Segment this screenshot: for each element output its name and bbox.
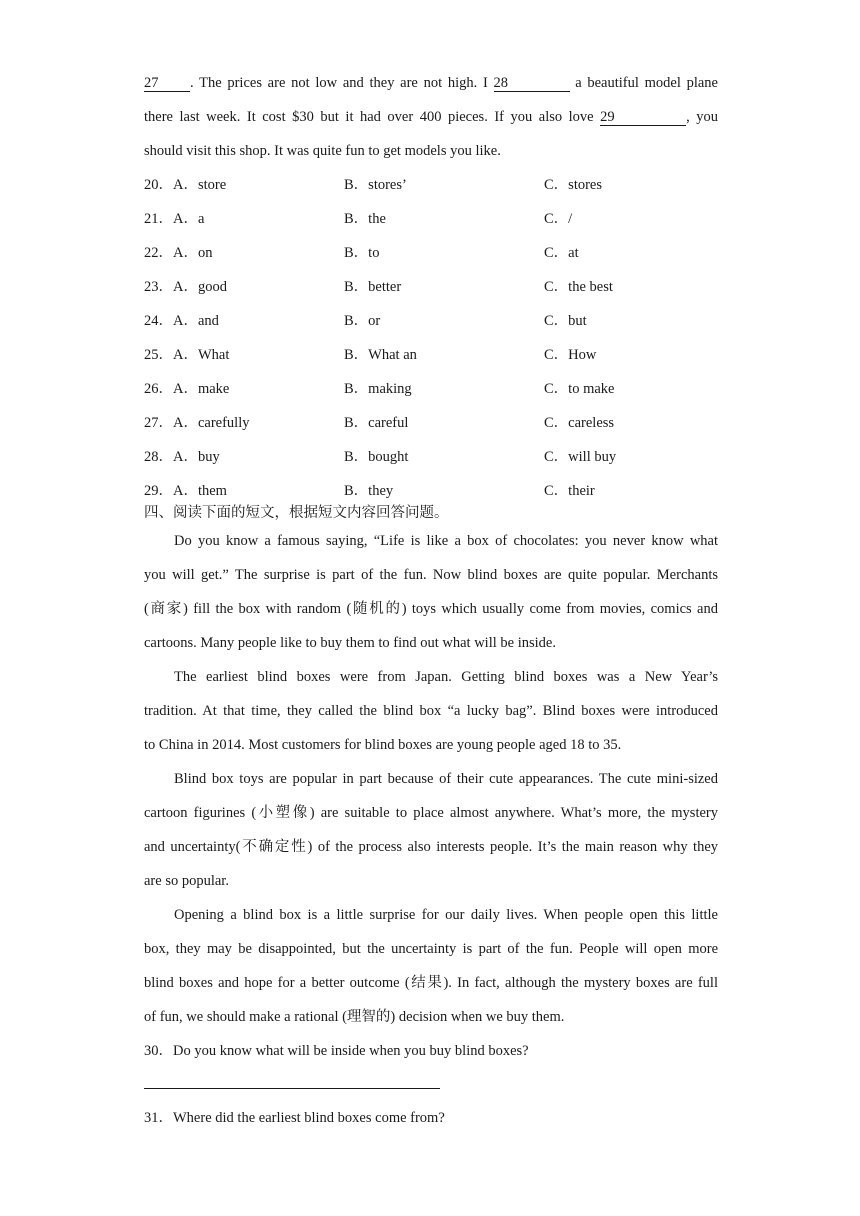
paragraph-line: Do you know a famous saying, “Life is like a box of chocolates: you never know what bbox=[174, 533, 718, 549]
question-number: 28． bbox=[144, 449, 173, 465]
paragraph-line: to China in 2014. Most customers for blind boxes are young people aged 18 to 35. bbox=[144, 737, 622, 753]
option-b: B．the bbox=[344, 211, 386, 227]
passage-text: a beautiful model plane bbox=[575, 75, 718, 91]
option-c: C．/ bbox=[544, 211, 573, 227]
option-b: B．making bbox=[344, 381, 412, 397]
option-c: C．will buy bbox=[544, 449, 617, 465]
question-number: 29． bbox=[144, 483, 173, 499]
option-a: A．store bbox=[173, 177, 227, 193]
option-c: C．but bbox=[544, 313, 587, 329]
option-c: C．careless bbox=[544, 415, 615, 431]
paragraph-line: tradition. At that time, they called the blind box “a lucky bag”. Blind boxes were introduced bbox=[144, 703, 718, 719]
option-a: A．carefully bbox=[173, 415, 250, 431]
option-row-27 bbox=[144, 406, 718, 440]
option-c: C．their bbox=[544, 483, 595, 499]
paragraph-line: are so popular. bbox=[144, 873, 229, 889]
reading-paragraph-1 bbox=[144, 524, 718, 660]
paragraph-line: and uncertainty(不确定性) of the process also interests people. It’s the main reason why they bbox=[144, 839, 718, 855]
option-b: B．better bbox=[344, 279, 402, 295]
option-a: A．and bbox=[173, 313, 219, 329]
option-row-20 bbox=[144, 168, 718, 202]
reading-paragraph-3 bbox=[144, 762, 718, 898]
paragraph-line: Opening a blind box is a little surprise for our daily lives. When people open this little bbox=[174, 907, 718, 923]
passage-text: . The prices are not low and they are not high. I bbox=[190, 75, 488, 91]
passage-line-1 bbox=[144, 66, 718, 100]
option-c: C．to make bbox=[544, 381, 615, 397]
section-heading: 四、阅读下面的短文，根据短文内容回答问题。 bbox=[144, 505, 449, 521]
paragraph-line: you will get.” The surprise is part of the fun. Now blind boxes are quite popular. Merchants bbox=[144, 567, 718, 583]
option-a: A．buy bbox=[173, 449, 220, 465]
paragraph-line: cartoon figurines (小塑像) are suitable to place almost anywhere. What’s more, the mystery bbox=[144, 805, 718, 821]
question-number: 27． bbox=[144, 415, 173, 431]
question-number: 26． bbox=[144, 381, 173, 397]
option-a: A．good bbox=[173, 279, 227, 295]
option-row-28 bbox=[144, 440, 718, 474]
paragraph-line: (商家) fill the box with random (随机的) toys which usually come from movies, comics and bbox=[144, 601, 718, 617]
blank-29: 29 bbox=[600, 109, 686, 126]
option-b: B．stores’ bbox=[344, 177, 407, 193]
option-b: B．What an bbox=[344, 347, 417, 363]
answer-line-30[interactable] bbox=[144, 1088, 440, 1089]
question-30: 30．Do you know what will be inside when you buy blind boxes? bbox=[144, 1043, 529, 1059]
option-row-23 bbox=[144, 270, 718, 304]
option-row-25 bbox=[144, 338, 718, 372]
passage-line-3: should visit this shop. It was quite fun to get models you like. bbox=[144, 143, 501, 159]
passage-text: , you bbox=[686, 109, 718, 125]
question-number: 22． bbox=[144, 245, 173, 261]
blank-28: 28 bbox=[494, 75, 570, 92]
paragraph-line: The earliest blind boxes were from Japan. Getting blind boxes was a New Year’s bbox=[174, 669, 718, 685]
option-a: A．What bbox=[173, 347, 230, 363]
option-b: B．to bbox=[344, 245, 380, 261]
option-row-29 bbox=[144, 474, 718, 508]
option-b: B．or bbox=[344, 313, 381, 329]
paragraph-line: cartoons. Many people like to buy them to find out what will be inside. bbox=[144, 635, 556, 651]
option-c: C．stores bbox=[544, 177, 602, 193]
question-number: 21． bbox=[144, 211, 173, 227]
passage-line-2 bbox=[144, 100, 718, 134]
option-b: B．careful bbox=[344, 415, 409, 431]
paragraph-line: blind boxes and hope for a better outcome (结果). In fact, although the mystery boxes are full bbox=[144, 975, 718, 991]
question-31: 31．Where did the earliest blind boxes come from? bbox=[144, 1110, 445, 1126]
question-number: 25． bbox=[144, 347, 173, 363]
blank-27: 27 bbox=[144, 75, 190, 92]
option-c: C．at bbox=[544, 245, 579, 261]
option-a: A．make bbox=[173, 381, 230, 397]
option-row-26 bbox=[144, 372, 718, 406]
option-c: C．How bbox=[544, 347, 597, 363]
paragraph-line: of fun, we should make a rational (理智的) decision when we buy them. bbox=[144, 1009, 565, 1025]
paragraph-line: box, they may be disappointed, but the uncertainty is part of the fun. People will open more bbox=[144, 941, 718, 957]
question-number: 23． bbox=[144, 279, 173, 295]
option-b: B．they bbox=[344, 483, 394, 499]
paragraph-line: Blind box toys are popular in part because of their cute appearances. The cute mini-sized bbox=[174, 771, 718, 787]
reading-paragraph-4 bbox=[144, 898, 718, 1034]
option-row-24 bbox=[144, 304, 718, 338]
option-c: C．the best bbox=[544, 279, 613, 295]
options-list bbox=[144, 168, 718, 508]
question-number: 24． bbox=[144, 313, 173, 329]
passage-text: there last week. It cost $30 but it had over 400 pieces. If you also love bbox=[144, 109, 594, 125]
reading-paragraph-2 bbox=[144, 660, 718, 762]
option-row-22 bbox=[144, 236, 718, 270]
question-number: 20． bbox=[144, 177, 173, 193]
option-a: A．on bbox=[173, 245, 213, 261]
page-content bbox=[144, 66, 718, 1135]
option-b: B．bought bbox=[344, 449, 409, 465]
option-a: A．a bbox=[173, 211, 205, 227]
option-a: A．them bbox=[173, 483, 227, 499]
option-row-21 bbox=[144, 202, 718, 236]
